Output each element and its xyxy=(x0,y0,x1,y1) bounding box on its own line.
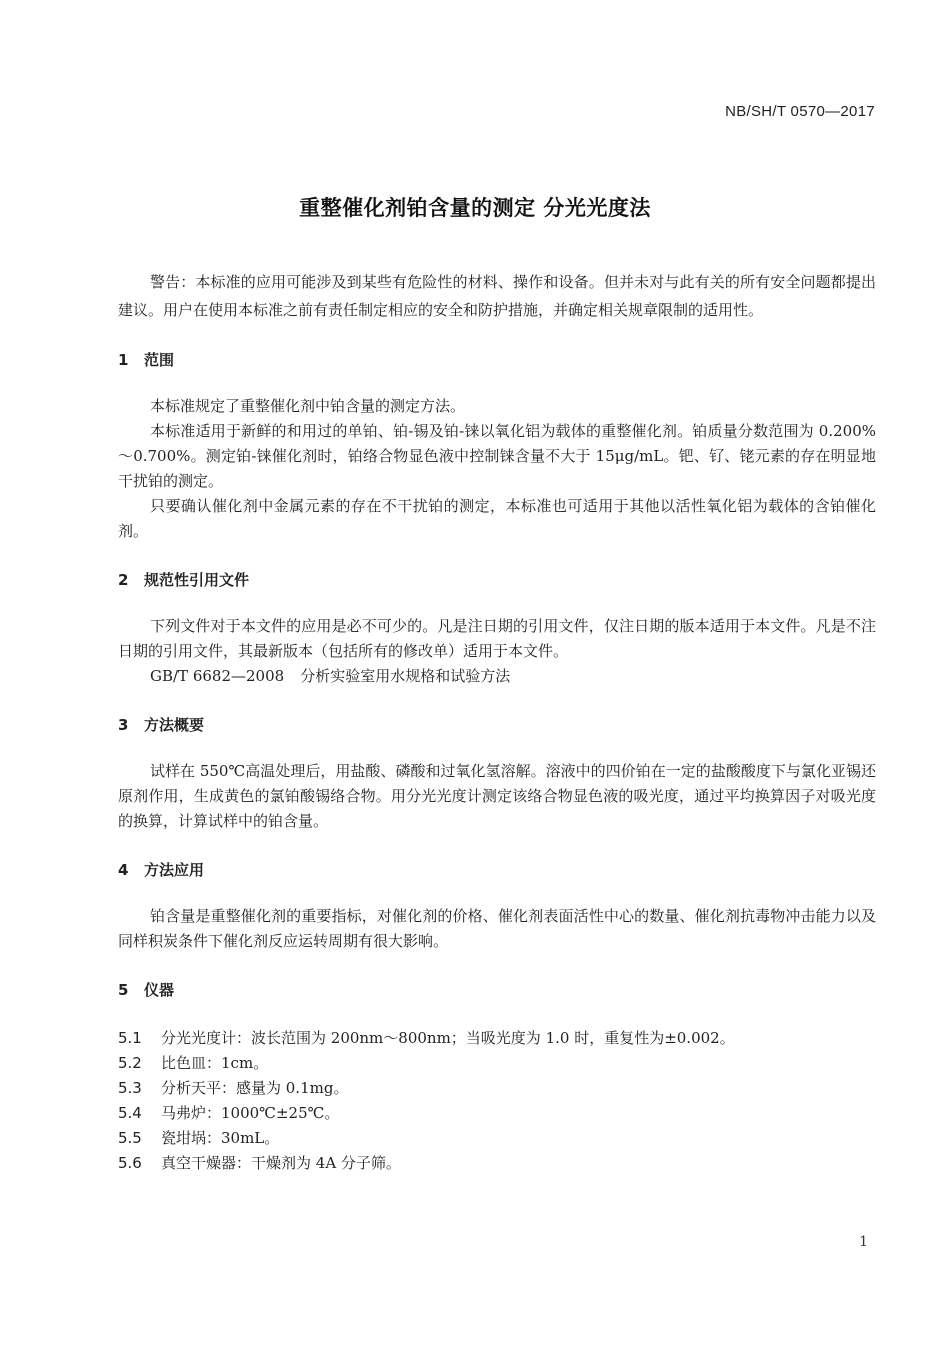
paragraph: 下列文件对于本文件的应用是必不可少的。凡是注日期的引用文件，仅注日期的版本适用于本文件。凡是不注日期的引用文件，其最新版本（包括所有的修改单）适用于本文件。 xyxy=(118,617,876,660)
item-number: 5.1 xyxy=(118,1029,142,1047)
section-title: 方法概要 xyxy=(144,716,205,734)
item-text: 分光光度计：波长范围为 200nm～800nm；当吸光度为 1.0 时，重复性为±0.002。 xyxy=(161,1029,735,1047)
paragraph: 本标准适用于新鲜的和用过的单铂、铂-锡及铂-铼以氧化铝为载体的重整催化剂。铂质量分数范围为 0.200%～0.700%。测定铂-铼催化剂时，铂络合物显色液中控制铼含量不大于 15μg/mL。钯、钌、铑元素的存在明显地干扰铂的测定。 xyxy=(118,422,876,490)
section-heading-method-summary xyxy=(118,711,876,739)
section-heading-apparatus xyxy=(118,976,876,1004)
section-heading-scope xyxy=(118,346,876,374)
document-title: 重整催化剂铂含量的测定 分光光度法 xyxy=(299,196,651,220)
item-number: 5.6 xyxy=(118,1154,142,1172)
section-title: 方法应用 xyxy=(144,861,205,879)
paragraph: 只要确认催化剂中金属元素的存在不干扰铂的测定，本标准也可适用于其他以活性氧化铝为载体的含铂催化剂。 xyxy=(118,497,876,540)
item-text: 马弗炉：1000℃±25℃。 xyxy=(161,1104,340,1122)
page-number: 1 xyxy=(859,1234,868,1250)
apparatus-item xyxy=(118,1026,876,1051)
paragraph: 本标准规定了重整催化剂中铂含量的测定方法。 xyxy=(150,397,466,415)
item-text: 瓷坩埚：30mL。 xyxy=(161,1129,280,1147)
apparatus-item xyxy=(118,1051,876,1076)
section-number: 5 xyxy=(118,981,129,999)
apparatus-item xyxy=(118,1151,876,1176)
item-text: 分析天平：感量为 0.1mg。 xyxy=(161,1079,349,1097)
warning-paragraph: 警告：本标准的应用可能涉及到某些有危险性的材料、操作和设备。但并未对与此有关的所有安全问题都提出建议。用户在使用本标准之前有责任制定相应的安全和防护措施，并确定相关规章限制的适用性。 xyxy=(118,273,876,319)
section-title: 仪器 xyxy=(144,981,175,999)
item-text: 真空干燥器：干燥剂为 4A 分子筛。 xyxy=(161,1154,401,1172)
section-heading-normative-references xyxy=(118,566,876,594)
reference-code: GB/T 6682—2008 xyxy=(150,667,285,685)
paragraph: 试样在 550℃高温处理后，用盐酸、磷酸和过氧化氢溶解。溶液中的四价铂在一定的盐酸酸度下与氯化亚锡还原剂作用，生成黄色的氯铂酸锡络合物。用分光光度计测定该络合物显色液的吸光度，通过平均换算因子对吸光度的换算，计算试样中的铂含量。 xyxy=(118,762,876,830)
section-number: 4 xyxy=(118,861,129,879)
section-number: 2 xyxy=(118,571,129,589)
reference-title: 分析实验室用水规格和试验方法 xyxy=(300,667,511,685)
section-number: 3 xyxy=(118,716,129,734)
section-heading-method-application xyxy=(118,856,876,884)
item-text: 比色皿：1cm。 xyxy=(161,1054,269,1072)
document-body xyxy=(118,268,876,1176)
standard-code: NB/SH/T 0570—2017 xyxy=(725,103,875,120)
item-number: 5.4 xyxy=(118,1104,142,1122)
item-number: 5.3 xyxy=(118,1079,142,1097)
paragraph: 铂含量是重整催化剂的重要指标，对催化剂的价格、催化剂表面活性中心的数量、催化剂抗毒物冲击能力以及同样积炭条件下催化剂反应运转周期有很大影响。 xyxy=(118,907,876,950)
apparatus-item xyxy=(118,1101,876,1126)
section-title: 规范性引用文件 xyxy=(144,571,250,589)
item-number: 5.5 xyxy=(118,1129,142,1147)
item-number: 5.2 xyxy=(118,1054,142,1072)
apparatus-item xyxy=(118,1126,876,1151)
reference-entry xyxy=(150,664,876,689)
section-title: 范围 xyxy=(144,351,175,369)
section-number: 1 xyxy=(118,351,129,369)
apparatus-item xyxy=(118,1076,876,1101)
